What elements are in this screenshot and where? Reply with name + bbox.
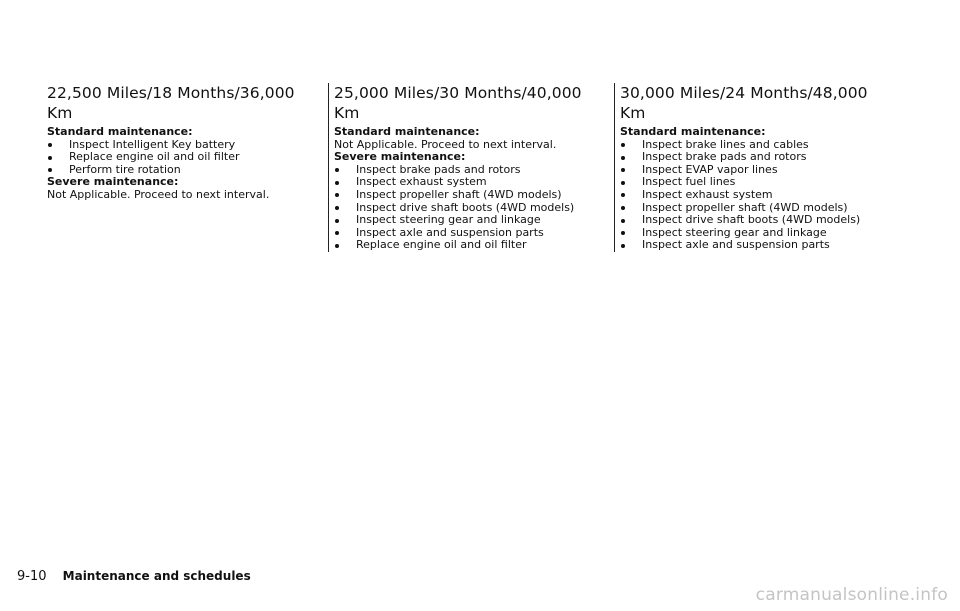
bullet-icon	[335, 181, 339, 185]
list-item-text: Perform tire rotation	[69, 162, 181, 176]
list-item-text: Inspect brake pads and rotors	[356, 162, 521, 176]
list-item-text: Inspect steering gear and linkage	[642, 225, 827, 239]
maintenance-type-label: Severe maintenance:	[47, 175, 179, 189]
maintenance-list	[334, 164, 599, 252]
interval-heading: 30,000 Miles/24 Months/48,000 Km	[620, 84, 868, 122]
list-item	[47, 164, 302, 177]
maintenance-type-label: Standard maintenance:	[334, 125, 480, 138]
interval-heading: 22,500 Miles/18 Months/36,000 Km	[47, 84, 295, 122]
bullet-icon	[621, 244, 625, 248]
maintenance-note: Not Applicable. Proceed to next interval.	[47, 187, 270, 201]
bullet-icon	[621, 219, 625, 223]
column-2	[328, 83, 599, 252]
list-item	[620, 239, 885, 252]
list-item-text: Inspect fuel lines	[642, 175, 736, 189]
bullet-icon	[621, 231, 625, 235]
section-title: Maintenance and schedules	[62, 569, 251, 583]
list-item-text: Replace engine oil and oil filter	[356, 238, 527, 252]
column-3	[614, 83, 885, 252]
maintenance-type-label: Standard maintenance:	[47, 125, 193, 138]
interval-heading: 25,000 Miles/30 Months/40,000 Km	[334, 84, 582, 122]
maintenance-type-label: Standard maintenance:	[620, 125, 766, 138]
list-item-text: Inspect Intelligent Key battery	[69, 137, 236, 151]
bullet-icon	[621, 206, 625, 210]
list-item-text: Inspect propeller shaft (4WD models)	[642, 200, 848, 214]
bullet-icon	[48, 143, 52, 147]
maintenance-note: Not Applicable. Proceed to next interval.	[334, 137, 557, 151]
bullet-icon	[621, 193, 625, 197]
page-footer	[17, 568, 251, 585]
column-1	[47, 83, 302, 202]
maintenance-list	[620, 139, 885, 252]
page-number: 9-10	[17, 569, 47, 584]
bullet-icon	[48, 168, 52, 172]
list-item-text: Inspect exhaust system	[356, 175, 487, 189]
bullet-icon	[335, 168, 339, 172]
bullet-icon	[48, 156, 52, 160]
list-item-text: Inspect exhaust system	[642, 187, 773, 201]
bullet-icon	[335, 231, 339, 235]
bullet-icon	[621, 168, 625, 172]
bullet-icon	[621, 143, 625, 147]
watermark-text: carmanualsonline.info	[755, 585, 948, 605]
list-item-text: Inspect EVAP vapor lines	[642, 162, 778, 176]
list-item-text: Inspect steering gear and linkage	[356, 213, 541, 227]
list-item-text: Inspect propeller shaft (4WD models)	[356, 187, 562, 201]
list-item-text: Inspect brake pads and rotors	[642, 150, 807, 164]
bullet-icon	[335, 193, 339, 197]
list-item-text: Inspect drive shaft boots (4WD models)	[356, 200, 575, 214]
bullet-icon	[335, 219, 339, 223]
list-item-text: Inspect axle and suspension parts	[642, 238, 830, 252]
list-item-text: Inspect brake lines and cables	[642, 137, 809, 151]
list-item-text: Replace engine oil and oil filter	[69, 150, 240, 164]
list-item-text: Inspect drive shaft boots (4WD models)	[642, 213, 861, 227]
bullet-icon	[621, 181, 625, 185]
bullet-icon	[335, 206, 339, 210]
list-item	[334, 239, 599, 252]
maintenance-type-label: Severe maintenance:	[334, 150, 466, 164]
bullet-icon	[335, 244, 339, 248]
bullet-icon	[621, 156, 625, 160]
list-item-text: Inspect axle and suspension parts	[356, 225, 544, 239]
maintenance-list	[47, 139, 302, 177]
